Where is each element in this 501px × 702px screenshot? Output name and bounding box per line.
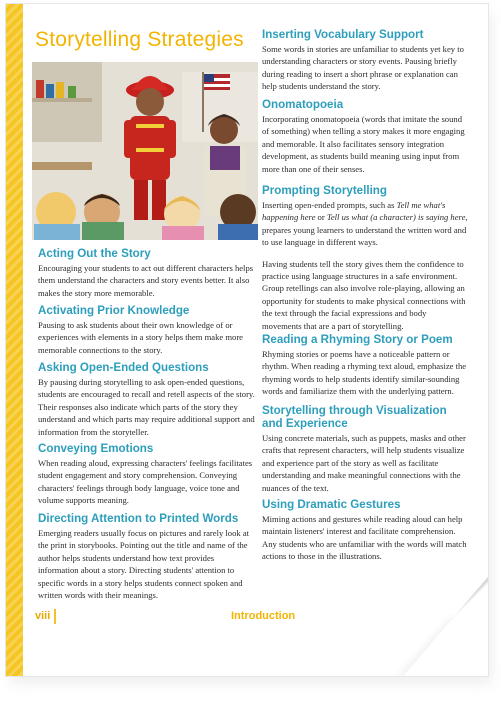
- page-number: viii: [35, 610, 51, 622]
- section-heading: Using Dramatic Gestures: [262, 498, 401, 511]
- section-body: Miming actions and gestures while reading aloud can help maintain listeners' interest and facilitate comprehension. Any students who are unfamiliar with the words will match actions to those in the illustrations.: [262, 514, 467, 562]
- prompting-example: Tell us what (a character) is saying here: [326, 212, 466, 223]
- section-visualization: [262, 404, 468, 494]
- section-heading: Reading a Rhyming Story or Poem: [262, 333, 453, 346]
- side-stripe: [6, 4, 23, 676]
- prompting-text: , prepares young learners to understand the written word and to use language in different ways.: [262, 212, 468, 248]
- section-body: Pausing to ask students about their own knowledge of or experiences with elements in a story helps them make more memorable connections to the story.: [38, 320, 243, 355]
- section-open-ended: [38, 361, 256, 438]
- section-heading: Onomatopoeia: [262, 98, 344, 111]
- section-body: Incorporating onomatopoeia (words that imitate the sound of something) when telling a story makes it more engaging and memorable. It also facilitates sensory integration development, as students build meaning using input from more than one of their senses.: [262, 114, 465, 174]
- section-emotions: [38, 442, 256, 507]
- section-body: Emerging readers usually focus on pictures and rarely look at the print in storybooks. Pointing out the title and name of the author helps students understand how text provides information about a story. Directing students' attention to specific words in a story helps students connect spoken and written words with their meanings.: [38, 528, 250, 601]
- section-body: By pausing during storytelling to ask open-ended questions, students are encouraged to recall and retell aspects of the story. Their responses also indicate which parts of the story they understand and which parts may require additional support and information from the storyteller.: [38, 377, 255, 437]
- section-heading: Asking Open-Ended Questions: [38, 361, 209, 374]
- section-acting: [38, 247, 256, 299]
- page-title: Storytelling Strategies: [35, 28, 244, 51]
- section-body: Rhyming stories or poems have a noticeable pattern or rhythm. When reading a rhyming text aloud, emphasize the rhyming words to help students identify similar-sounding words and familiarize them with the underlying pattern.: [262, 349, 467, 397]
- classroom-illustration: [32, 62, 258, 240]
- section-heading: Storytelling through Visualization and Experience: [262, 404, 447, 430]
- footer-divider: [54, 609, 56, 624]
- prompting-text: Inserting open-ended prompts, such as: [262, 200, 397, 210]
- section-body: Encouraging your students to act out different characters helps them understand the characters and story events better. It also makes the story more memorable.: [38, 263, 254, 298]
- section-gestures: [262, 498, 468, 563]
- section-heading: Directing Attention to Printed Words: [38, 512, 239, 525]
- footer-section-label: Introduction: [231, 610, 296, 622]
- section-heading: Prompting Storytelling: [262, 184, 387, 197]
- document-page: [5, 3, 489, 677]
- prompting-example: Tell me what's happening here: [262, 200, 446, 223]
- section-body: When reading aloud, expressing characters' feelings facilitates student engagement and story comprehension. Conveying characters' feelings through body language, voice tone and volume supports meaning.: [38, 458, 253, 506]
- section-vocabulary: [262, 28, 468, 93]
- section-heading: Inserting Vocabulary Support: [262, 28, 424, 41]
- page-footer: [35, 608, 465, 626]
- section-rhyming: [262, 333, 468, 398]
- section-heading: Conveying Emotions: [38, 442, 154, 455]
- section-printed-words: [38, 512, 256, 601]
- section-body: Some words in stories are unfamiliar to students yet key to understanding characters or story events. Pausing briefly during reading to insert a short phrase or explanation can help students understand the story.: [262, 44, 464, 92]
- section-onomatopoeia: [262, 98, 468, 175]
- classroom-photo: [32, 62, 258, 240]
- section-prompting: [262, 184, 468, 332]
- section-heading: Activating Prior Knowledge: [38, 304, 190, 317]
- section-prior-knowledge: [38, 304, 256, 356]
- section-body: [262, 199, 468, 249]
- section-body: Using concrete materials, such as puppets, masks and other crafts that represent characters, will help students visualize and experience part of the story as well as facilitate understanding and make meaningful connections with the nuances of the text.: [262, 433, 466, 493]
- section-body-continued: Having students tell the story gives them the confidence to practice using language structures in a safe environment. Group retellings can also involve role-playing, allowing an opportunity for students to make physical connections with the text through the facial expressions and body movements that are a part of storytelling.: [262, 258, 466, 331]
- section-heading: Acting Out the Story: [38, 247, 151, 260]
- prompting-text: or: [315, 212, 327, 223]
